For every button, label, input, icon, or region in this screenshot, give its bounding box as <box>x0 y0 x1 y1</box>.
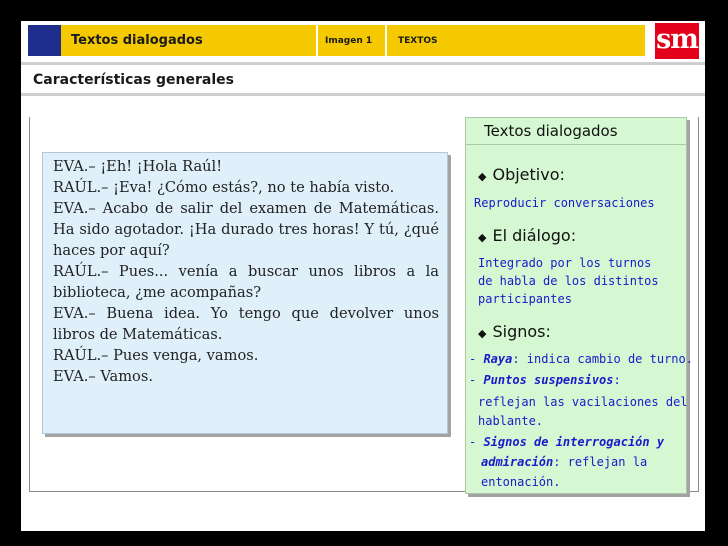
puntos-term: Puntos suspensivos <box>483 373 614 387</box>
dialogo-heading <box>478 226 576 245</box>
dialog-line: RAÚL.– ¡Eva! ¿Cómo estás?, no te había visto. <box>53 179 395 196</box>
diamond-bullet-icon: ◆ <box>478 231 487 244</box>
dialogo-line: participantes <box>478 292 572 306</box>
dialog-line: RAÚL.– Pues... venía a buscar unos libros a la biblioteca, ¿me acompañas? <box>53 263 439 301</box>
header-title-bar <box>61 25 316 56</box>
signos-interrogacion-line2 <box>481 454 647 471</box>
header-blue-block <box>28 25 61 56</box>
dash: - <box>469 373 484 387</box>
dialogo-line: Integrado por los turnos <box>478 256 652 270</box>
objetivo-heading <box>478 165 565 184</box>
header-title: Textos dialogados <box>71 33 203 48</box>
objetivo-text: Reproducir conversaciones <box>474 196 655 210</box>
panel-title: Textos dialogados <box>484 122 618 140</box>
raya-term: Raya <box>483 352 513 366</box>
dialog-line: EVA.– ¡Eh! ¡Hola Raúl! <box>53 158 223 175</box>
signos-puntos <box>469 372 621 389</box>
header-image-label: Imagen 1 <box>325 36 373 46</box>
section-subtitle: Características generales <box>33 72 234 88</box>
panel-title-divider <box>466 144 686 145</box>
dash: - <box>469 352 484 366</box>
dialogo-line: de habla de los distintos <box>478 274 659 288</box>
diamond-bullet-icon: ◆ <box>478 170 487 183</box>
slide <box>21 21 705 531</box>
dialog-box <box>42 152 448 434</box>
signos-puntos-line2: reflejan las vacilaciones del <box>478 395 688 409</box>
sm-logo: sm <box>655 23 699 59</box>
admiracion-term: admiración <box>481 455 554 469</box>
dash: - <box>469 435 484 449</box>
header-image-bar <box>318 25 385 56</box>
header-section-bar <box>387 25 645 56</box>
signos-puntos-line3: hablante. <box>478 414 544 428</box>
signos-interrogacion-line3: entonación. <box>481 475 561 489</box>
summary-panel <box>465 117 693 494</box>
dialog-line: EVA.– Acabo de salir del examen de Matemáticas. Ha sido agotador. ¡Ha durado tres horas! Y tú, ¿qué haces por aquí? <box>53 200 439 259</box>
puntos-colon: : <box>613 373 621 387</box>
signos-interrogacion <box>469 434 664 451</box>
header <box>21 21 705 61</box>
dialog-line: RAÚL.– Pues venga, vamos. <box>53 347 259 364</box>
signos-heading <box>478 322 551 341</box>
interrog-term: Signos de interrogación y <box>483 435 665 449</box>
dialog-line: EVA.– Buena idea. Yo tengo que devolver unos libros de Matemáticas. <box>53 305 439 343</box>
signos-raya <box>469 351 693 368</box>
dialogo-heading-text: El diálogo: <box>492 226 577 245</box>
objetivo-heading-text: Objetivo: <box>492 165 565 184</box>
interrog-text: : reflejan la <box>553 455 648 469</box>
diamond-bullet-icon: ◆ <box>478 327 487 340</box>
header-section-label: TEXTOS <box>398 36 438 46</box>
raya-text: : indica cambio de turno. <box>512 352 693 366</box>
divider-bottom <box>21 93 705 96</box>
dialog-line: EVA.– Vamos. <box>53 368 153 385</box>
signos-heading-text: Signos: <box>492 322 551 341</box>
divider-top <box>21 62 705 65</box>
